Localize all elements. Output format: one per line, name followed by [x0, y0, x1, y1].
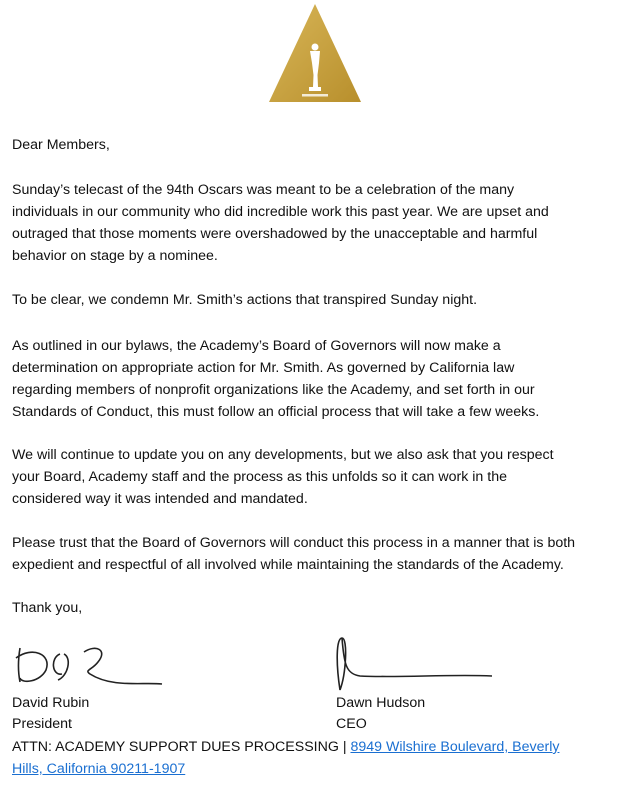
text-line: As outlined in our bylaws, the Academy’s Board of Governors will now make a [12, 338, 501, 354]
signer-2-title: CEO [336, 716, 367, 732]
dawn-hudson-signature-icon [330, 634, 500, 694]
text-line: Please trust that the Board of Governors will conduct this process in a manner that is both [12, 535, 576, 551]
text-line: your Board, Academy staff and the process as this unfolds so it can work in the [12, 469, 507, 485]
text-line: behavior on stage by a nominee. [12, 248, 218, 264]
paragraph-2 [12, 289, 477, 311]
signer-2-name: Dawn Hudson [336, 695, 426, 711]
text-line: regarding members of nonprofit organizations like the Academy, and set forth in our [12, 382, 535, 398]
text-line: expedient and respectful of all involved while maintaining the standards of the Academy. [12, 557, 564, 573]
greeting: Dear Members, [12, 137, 110, 153]
text-line: considered way it was intended and mandated. [12, 491, 308, 507]
address-link-line-1[interactable]: 8949 Wilshire Boulevard, Beverly [350, 739, 560, 755]
signer-1-name: David Rubin [12, 695, 90, 711]
text-line: We will continue to update you on any developments, but we also ask that you respect [12, 447, 554, 463]
academy-logo-icon [266, 2, 364, 104]
text-line: outraged that those moments were overshadowed by the unacceptable and harmful [12, 226, 538, 242]
paragraph-3 [12, 335, 539, 423]
text-line: individuals in our community who did incredible work this past year. We are upset and [12, 204, 549, 220]
attn-label: ATTN: ACADEMY SUPPORT DUES PROCESSING | [12, 739, 351, 755]
text-line: Sunday’s telecast of the 94th Oscars was meant to be a celebration of the many [12, 182, 515, 198]
footer-address [12, 736, 559, 780]
paragraph-4 [12, 444, 554, 510]
text-line: determination on appropriate action for Mr. Smith. As governed by California law [12, 360, 515, 376]
signer-1-title: President [12, 716, 72, 732]
text-line: To be clear, we condemn Mr. Smith’s actions that transpired Sunday night. [12, 292, 478, 308]
closing: Thank you, [12, 600, 83, 616]
paragraph-5 [12, 532, 575, 576]
text-line: Standards of Conduct, this must follow an official process that will take a few weeks. [12, 404, 540, 420]
paragraph-1 [12, 179, 549, 267]
david-rubin-signature-icon [12, 640, 172, 690]
address-link-line-2[interactable]: Hills, California 90211-1907 [12, 761, 186, 777]
